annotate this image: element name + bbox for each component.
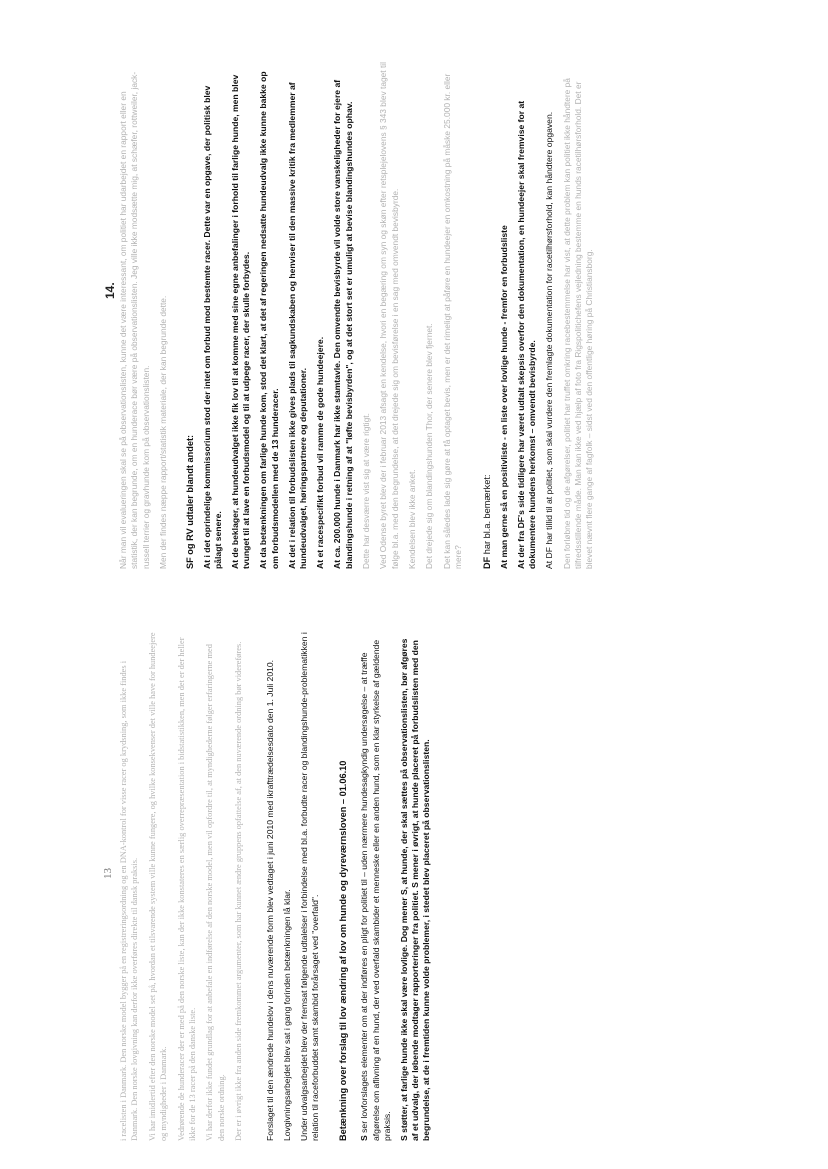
faint-paragraph: Det kan således lade sig gøre at få optaget bevis, men er det rimeligt at påføre en hundeejer en omkostning på måske 25.000 kr. eller mere? bbox=[441, 73, 464, 569]
sf-rv-statement: At et racespecifikt forbud vil ramme de gode hundeejere. bbox=[315, 336, 326, 569]
party-statement-text: støtter, at farlige hunde ikke skal være lovlige. Dog mener S, at hunde, der skal sættes på observationslisten, bør afgøres af et udvalg, der løbende modtager rapporteringer fra politiet. S mener i øvrigt, at hunde placeret på forbudslisten med den begrundelse, at de i fremtiden kunne volde problemer, i stedet blev placeret på observationslisten. bbox=[399, 638, 432, 1141]
party-statement-text: ser lovforslagets elementer om at der indføres en pligt for politiet til – uden nærmere hundesagkyndig undersøgelse – at træffe afgørelse om aflivning af en hund, der ved overfald skambider et menneske eller en anden hund, som en klar styrkelse af gældende praksis. bbox=[359, 639, 392, 1141]
faint-paragraph: Kendelsen blev ikke anket. bbox=[407, 469, 418, 569]
left-column bbox=[118, 631, 439, 1141]
sf-rv-statement: At de beklager, at hundeudvalget ikke fik lov til at komme med sine egne anbefalinger i forhold til farlige hunde, men blev tvunget til at lave en forbudsmodel og til at udpege racer, der skulle forbydes. bbox=[230, 74, 252, 569]
sf-rv-statement: At i det oprindelige kommissorium stod der intet om forbud mod bestemte racer. Dette var en opgave, der politisk blev pålagt senere. bbox=[201, 85, 223, 569]
faint-paragraph: Vi har imidlertid efter den norske model set på, hvordan et tilsvarende system ville kunne fungere, og hvilke konsekvenser det ville have for hundeejere og myndigheder i Danmark. bbox=[147, 632, 169, 1141]
sf-rv-statement: At ca. 200.000 hunde i Danmark har ikke stamtavle. Den omvendte bevisbyrde vil volde store vanskeligheder for ejere af blandingshunde i retning af at "løfte bevisbyrden", og at det stort set er umuligt at bevise blandingshundes ophav. bbox=[332, 79, 354, 569]
sf-rv-statement: At da betænkningen om farlige hunde kom, stod det klart, at det af regeringen nedsatte hundeudvalg ikke kunne bakke op om forbudsmodellen med de 13 hunderacer. bbox=[258, 71, 280, 569]
faint-paragraph: Den forløbne tid og de afgørelser, politiet har truffet omkring racebestemmelse har vist, at dette problem kan politiet ikke håndtere på tilfredsstillende måde. Man kan ikke ved hjælp af foto fra Rigspolitichefens vejledning bestemme en hunds racetilhørsforhold. Det er blevet nævnt flere gange af fagfolk – sidst ved den offentlige høring på Christiansborg. bbox=[561, 78, 595, 569]
df-statement: At der fra DF's side tidligere har været udtalt skepsis overfor den dokumentation, en hundeejer skal fremvise for at dokumentere hundens herkomst – omvendt bevisbyrde. bbox=[515, 100, 538, 569]
page-number-right: 14. bbox=[103, 282, 117, 299]
faint-paragraph: Men der findes næppe rapport/statistik materiale, der kan begrunde dette. bbox=[158, 295, 169, 569]
faint-paragraph: i racelisten i Danmark. Den norske model bygger på en registreringsordning og en DNA-kontrol for visse racer og krydsning, som ikke findes i Danmark. Den norske lovgivning kan derfor ikke overføres direkte til dansk praksis. bbox=[119, 660, 140, 1141]
df-heading-rest: har bl.a. bemærket: bbox=[481, 474, 492, 557]
sf-rv-statement: At det i relation til forbudslisten ikke gives plads til sagkundskaben og henviser til den massive kritik fra medlemmer af hundeudvalget, høringspartnere og deputationer. bbox=[286, 82, 309, 569]
faint-paragraph: Vedrørende de hunderacer der er med på den norske liste, kan der ikke konstateres en særlig overrepræsentation i bidstatistikken, men det er der heller ikke for de 13 racer på den danske liste. bbox=[176, 637, 198, 1141]
faint-paragraph: Når man vil evalueringen skal se på observationslisten, kunne det være interessant, om politiet har udarbejdet en rapport eller en statistik, der kan begrunde, om en hunderace bør være på observationslisten. Jeg ville ikke modsætte mig, at schæfer, rottweiler, jack-russell terrier og gravhunde kom på observationslisten. bbox=[118, 71, 151, 569]
section-heading: Betænkning over forslag til lov ændring af lov om hunde og dyreværnsloven – 01.06.10 bbox=[338, 760, 349, 1141]
df-lead: DF bbox=[481, 556, 492, 569]
df-heading bbox=[481, 59, 493, 569]
faint-paragraph: Vi har derfor ikke fundet grundlag for at anbefale en indførelse af den norske model, men vil opfordre til, at myndighederne følger erfaringerne med den norske ordning. bbox=[205, 644, 226, 1141]
df-statement: At DF har tillid til at politiet, som skal vurdere den fremlagte dokumentation for racetilhørsforhold, kan håndtere opgaven. bbox=[544, 111, 555, 569]
body-paragraph: Under udvalgsarbejdet blev der fremsat følgende udtalelser i forbindelse med bl.a. forbudte racer og blandingshunde-problematikken i relation til raceforbuddet samt skambid forårsaget ved "overfald". bbox=[299, 632, 321, 1141]
faint-paragraph: Dette har desværre vist sig at være rigtigt. bbox=[360, 413, 371, 569]
right-column bbox=[118, 59, 602, 569]
faint-paragraph: Det drejede sig om blandingshunden Thor, der senere blev fjernet. bbox=[424, 323, 435, 569]
party-statement bbox=[399, 631, 433, 1141]
page-number-left: 13 bbox=[102, 868, 114, 879]
party-statement bbox=[359, 631, 393, 1141]
faint-paragraph: Ved Odense byret blev der i februar 2013 afsagt en kendelse, hvori en begæring om syn og skøn efter retsplejelovens § 343 blev taget til følge bl.a. med den begrundelse, at det drejede sig om bevisførelse i en sag med omvendt bevisbyrde. bbox=[378, 62, 400, 569]
faint-paragraph: Der er i øvrigt ikke fra anden side fremkommet argumenter, som har kunnet ændre gruppens opfattelse af, at den nuværende ordning bør videreføres. bbox=[234, 641, 244, 1141]
body-paragraph: Lovgivningsarbejdet blev sat i gang forinden betænkningen lå klar. bbox=[281, 889, 292, 1141]
df-statement: At man gerne så en positivliste - en liste over lovlige hunde - fremfor en forbudsliste bbox=[498, 225, 509, 569]
body-paragraph: Forslaget til den ændrede hundelov i dens nuværende form blev vedtaget i juni 2010 med ikrafttrædelsesdato den 1. Juli 2010. bbox=[264, 659, 275, 1141]
party-lead: S bbox=[359, 1135, 370, 1141]
party-lead: S bbox=[399, 1135, 410, 1141]
sf-rv-heading: SF og RV udtaler blandt andet: bbox=[184, 434, 195, 569]
